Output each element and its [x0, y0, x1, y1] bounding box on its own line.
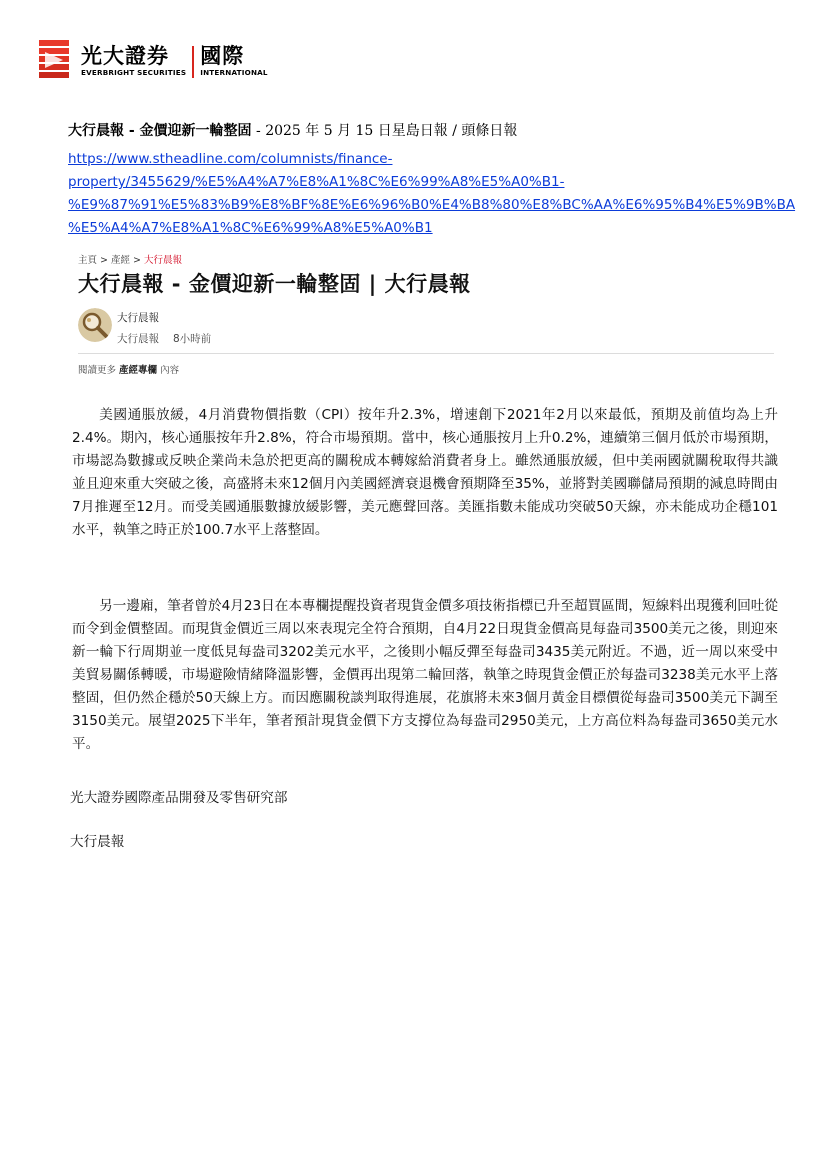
- breadcrumb-separator: >: [97, 255, 112, 266]
- byline: 大行晨報: [117, 333, 159, 345]
- breadcrumb-home[interactable]: 主頁: [78, 255, 98, 266]
- article-meta: [117, 331, 211, 346]
- author-name[interactable]: 大行晨報: [117, 312, 159, 324]
- logo-wordmark: [81, 44, 268, 78]
- article-link-line[interactable]: property/3455629/%E5%A4%A7%E8%A1%8C%E6%99%A8%E5%A0%B1-: [68, 174, 565, 190]
- article-link-line[interactable]: %E9%87%91%E5%83%B9%E8%BF%8E%E6%96%B0%E4%B8%80%E8%BC%AA%E6%95%B4%E5%9B%BA: [68, 197, 796, 213]
- breadcrumb: [78, 252, 182, 266]
- article-link-line[interactable]: https://www.stheadline.com/columnists/finance-: [68, 151, 393, 167]
- read-more-prefix: 閱讀更多: [78, 365, 120, 376]
- article-paragraph: 另一邊廂，筆者曾於4月23日在本專欄提醒投資者現貨金價多項技術指標已升至超買區間，短線料出現獲利回吐從而令到金價整固。而現貨金價近三周以來表現完全符合預期，自4月22日現貨金價高見每盎司3500美元之後，則迎來新一輪下行周期並一度低見每盎司3202美元水平，之後則小幅反彈至每盎司3435美元附近。不過，近一周以來受中美貿易關係轉暖，市場避險情緒降溫影響，金價再出現第二輪回落，執筆之時現貨金價正於每盎司3238美元水平上落整固，但仍然企穩於50天線上方。而因應關稅談判取得進展，花旗將未來3個月黃金目標價從每盎司3500美元下調至3150美元。展望2025下半年，筆者預計現貨金價下方支撐位為每盎司2950美元，上方高位料為每盎司3650美元水平。: [72, 598, 778, 752]
- author-avatar-icon: [78, 308, 112, 342]
- signature: 大行晨報: [70, 834, 125, 850]
- logo-name-cn: 光大證券: [81, 44, 169, 68]
- logo-name-en-2: INTERNATIONAL: [200, 68, 268, 77]
- article-link-line[interactable]: %E5%A4%A7%E8%A1%8C%E6%99%A8%E5%A0%B1: [68, 220, 433, 236]
- research-department: 光大證券國際產品開發及零售研究部: [70, 790, 288, 806]
- breadcrumb-current[interactable]: 大行晨報: [144, 255, 183, 266]
- logo-divider: [192, 46, 194, 78]
- breadcrumb-section[interactable]: 產經: [111, 255, 131, 266]
- avatar[interactable]: [78, 308, 112, 342]
- read-more-category-link[interactable]: 產經專欄: [119, 365, 158, 376]
- article-title: 大行晨報 - 金價迎新一輪整固 | 大行晨報: [78, 272, 471, 296]
- publish-time: 8小時前: [173, 333, 212, 345]
- logo-name-en: EVERBRIGHT SECURITIES: [81, 68, 187, 77]
- article-paragraph: 美國通脹放緩，4月消費物價指數（CPI）按年升2.3%，增速創下2021年2月以來最低，預期及前值均為上升2.4%。期內，核心通脹按年升2.8%，符合市場預期。當中，核心通脹按月上升0.2%，連續第三個月低於市場預期，市場認為數據或反映企業尚未急於把更高的關稅成本轉嫁給消費者身上。雖然通脹放緩，但中美兩國就關稅取得共識並且迎來重大突破之後，高盛將未來12個月內美國經濟衰退機會預期降至35%，並將對美國聯儲局預期的減息時間由7月推遲至12月。而受美國通脹數據放緩影響，美元應聲回落。美匯指數未能成功突破50天線，亦未能成功企穩101水平，執筆之時正於100.7水平上落整固。: [72, 407, 778, 538]
- document-headline: [68, 121, 517, 141]
- read-more-suffix: 內容: [157, 365, 180, 376]
- company-logo: [39, 40, 268, 82]
- article-link[interactable]: [68, 148, 796, 240]
- headline-source: - 2025 年 5 月 15 日星島日報 / 頭條日報: [251, 123, 518, 139]
- divider: [78, 353, 774, 354]
- read-more: [78, 362, 179, 376]
- headline-title: 大行晨報 - 金價迎新一輪整固: [68, 123, 252, 139]
- everbright-logo-icon: [39, 40, 71, 82]
- breadcrumb-separator: >: [130, 255, 145, 266]
- logo-name-cn-2: 國際: [200, 44, 245, 68]
